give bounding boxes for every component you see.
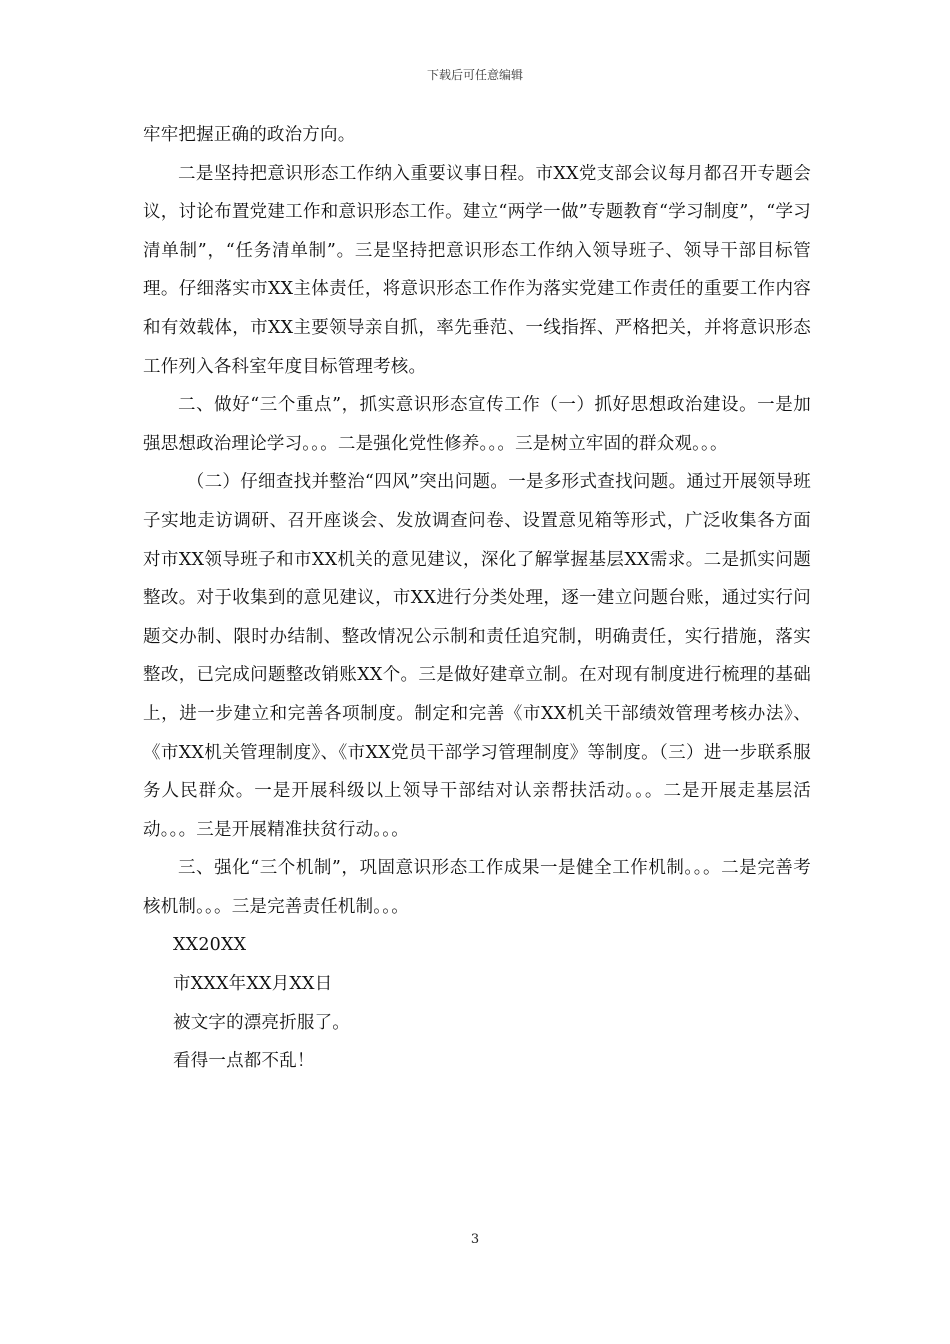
signature-line-2: 市XXX年XX月XX日 [173, 974, 333, 995]
paragraph-1: 牢牢把握正确的政治方向。 [143, 125, 356, 145]
closing-line-1: 被文字的漂亮折服了。 [173, 1012, 350, 1033]
closing-line-2: 看得一点都不乱！ [173, 1051, 315, 1072]
document-body [143, 116, 811, 1081]
signature-line-1: XX20XX [173, 935, 247, 956]
paragraph-4: （二）仔细查找并整治“四风”突出问题。一是多形式查找问题。通过开展领导班子实地走访调研、召开座谈会、发放调查问卷、设置意见箱等形式，广泛收集各方面对市XX领导班子和市XX机关的意见建议，深化了解掌握基层XX需求。二是抓实问题整改。对于收集到的意见建议，市XX进行分类处理，逐一建立问题台账，通过实行问题交办制、限时办结制、整改情况公示制和责任追究制，明确责任，实行措施，落实整改，已完成问题整改销账XX个。三是做好建章立制。在对现有制度进行梳理的基础上，进一步建立和完善各项制度。制定和完善《市XX机关干部绩效管理考核办法》、《市XX机关管理制度》、《市XX党员干部学习管理制度》等制度。（三）进一步联系服务人民群众。一是开展科级以上领导干部结对认亲帮扶活动。。。二是开展走基层活动。。。三是开展精准扶贫行动。。。 [143, 472, 811, 840]
page-number: 3 [470, 1232, 480, 1247]
paragraph-2: 二是坚持把意识形态工作纳入重要议事日程。市XX党支部会议每月都召开专题会议，讨论布置党建工作和意识形态工作。建立“两学一做”专题教育“学习制度”，“学习清单制”，“任务清单制”。三是坚持把意识形态工作纳入领导班子、领导干部目标管理。仔细落实市XX主体责任，将意识形态工作作为落实党建工作责任的重要工作内容和有效载体，市XX主要领导亲自抓，率先垂范、一线指挥、严格把关，并将意识形态工作列入各科室年度目标管理考核。 [143, 163, 811, 377]
paragraph-3: 二、做好“三个重点”，抓实意识形态宣传工作（一）抓好思想政治建设。一是加强思想政治理论学习。。。二是强化党性修养。。。三是树立牢固的群众观。。。 [143, 395, 811, 454]
page-header: 下载后可任意编辑 [426, 68, 523, 82]
paragraph-5: 三、强化“三个机制”，巩固意识形态工作成果一是健全工作机制。。。二是完善考核机制。。。三是完善责任机制。。。 [143, 858, 811, 917]
